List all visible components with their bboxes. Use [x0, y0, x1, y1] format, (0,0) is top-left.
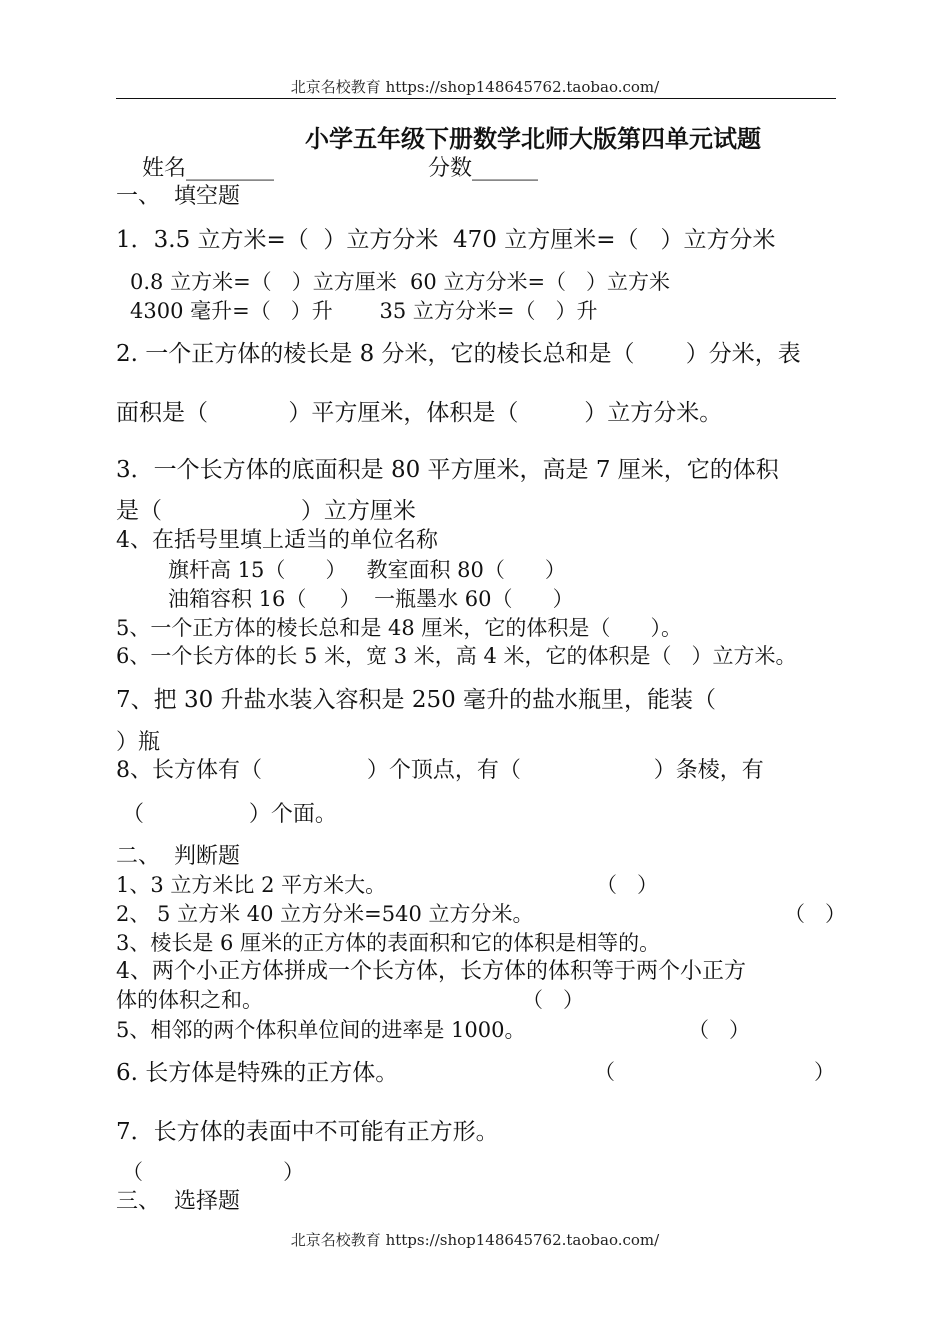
question-8-line-1: 8、长方体有（ ）个顶点，有（ ）条棱，有: [116, 758, 764, 783]
judge-6-open-paren: （: [594, 1060, 615, 1084]
question-1-line-3: 4300 毫升=（ ）升 35 立方分米=（ ）升: [130, 299, 598, 323]
judge-6: 6. 长方体是特殊的正方体。: [116, 1060, 399, 1086]
question-1-line-2: 0.8 立方米=（ ）立方厘米 60 立方分米=（ ）立方米: [130, 270, 671, 294]
question-6: 6、一个长方体的长 5 米，宽 3 米，高 4 米，它的体积是（ ）立方米。: [116, 644, 797, 668]
judge-7: 7．长方体的表面中不可能有正方形。: [116, 1119, 499, 1145]
question-8-line-2: （ ）个面。: [122, 802, 337, 827]
header-rule: [116, 98, 836, 99]
score-field: 分数______: [428, 156, 539, 181]
question-4-line-3: 油箱容积 16（ ） 一瓶墨水 60（ ）: [168, 587, 574, 611]
question-3-line-1: 3．一个长方体的底面积是 80 平方厘米，高是 7 厘米，它的体积: [116, 457, 779, 483]
question-5: 5、一个正方体的棱长总和是 48 厘米，它的体积是（ ）。: [116, 616, 682, 640]
question-7-line-2: ）瓶: [116, 730, 161, 755]
judge-2: 2、 5 立方米 40 立方分米=540 立方分米。: [116, 902, 534, 926]
judge-2-answer-paren: （ ）: [784, 902, 847, 926]
question-2-line-1: 2. 一个正方体的棱长是 8 分米，它的棱长总和是（ ）分米，表: [116, 341, 801, 367]
judge-4-line-2: 体的体积之和。: [116, 988, 263, 1012]
question-4-line-1: 4、在括号里填上适当的单位名称: [116, 528, 438, 553]
judge-1-answer-paren: （ ）: [596, 873, 659, 897]
question-3-line-2: 是（ ）立方厘米: [116, 498, 416, 524]
page-title: 小学五年级下册数学北师大版第四单元试题: [305, 124, 761, 153]
page-footer: 北京名校教育 https://shop148645762.taobao.com/: [290, 1231, 660, 1249]
judge-4-line-1: 4、两个小正方体拼成一个长方体，长方体的体积等于两个小正方: [116, 959, 746, 984]
judge-5-answer-paren: （ ）: [688, 1018, 751, 1042]
question-1-line-1: 1．3.5 立方米=（ ）立方分米 470 立方厘米=（ ）立方分米: [116, 227, 776, 253]
question-4-line-2: 旗杆高 15（ ） 教室面积 80（ ）: [168, 558, 566, 582]
section-heading-true-false: 二、 判断题: [116, 844, 240, 869]
question-7-line-1: 7、把 30 升盐水装入容积是 250 毫升的盐水瓶里，能装（: [116, 687, 717, 713]
section-heading-fill-blank: 一、 填空题: [116, 184, 240, 209]
question-2-line-2: 面积是（ ）平方厘米，体积是（ ）立方分米。: [116, 400, 723, 426]
judge-5: 5、相邻的两个体积单位间的进率是 1000。: [116, 1018, 526, 1042]
section-heading-multiple-choice: 三、 选择题: [116, 1189, 240, 1214]
page-header: 北京名校教育 https://shop148645762.taobao.com/: [290, 78, 660, 96]
judge-7-answer-paren: （ ）: [122, 1160, 305, 1184]
judge-3: 3、棱长是 6 厘米的正方体的表面积和它的体积是相等的。: [116, 931, 661, 955]
judge-4-answer-paren: （ ）: [522, 988, 585, 1012]
judge-6-close-paren: ）: [814, 1060, 835, 1084]
name-field: 姓名________: [142, 156, 275, 181]
judge-1: 1、3 立方米比 2 平方米大。: [116, 873, 387, 897]
